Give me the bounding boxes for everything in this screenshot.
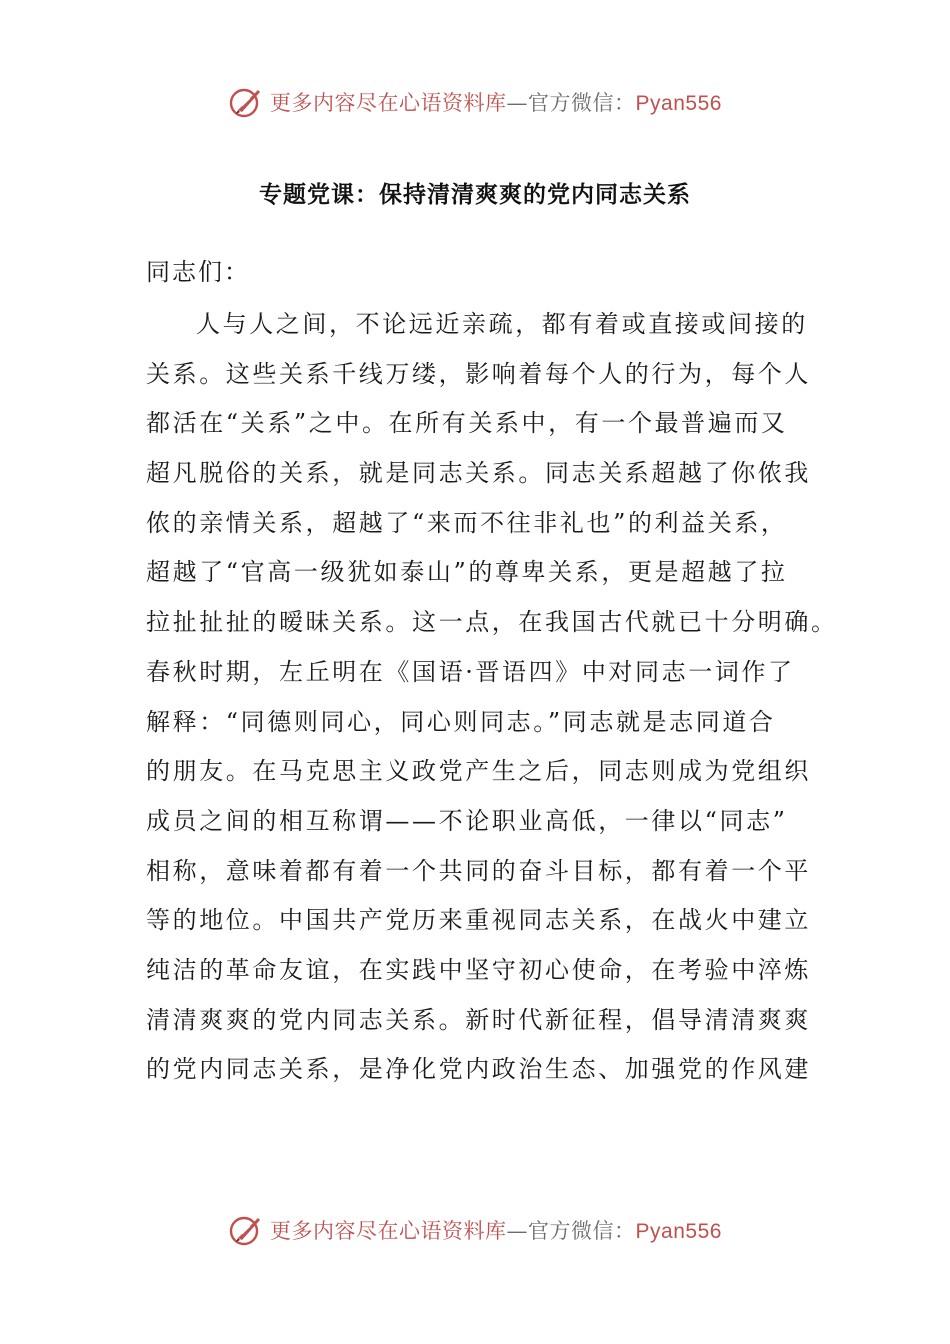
body-line: 超凡脱俗的关系，就是同志关系。同志关系超越了你侬我 [146,459,811,488]
body-line: 都活在“关系”之中。在所有关系中，有一个最普遍而又 [146,409,788,438]
body-line: 侬的亲情关系，超越了“来而不往非礼也”的利益关系， [146,508,788,537]
body-line: 人与人之间，不论远近亲疏，都有着或直接或间接的 [196,310,808,338]
pen-feather-logo-icon [228,1212,264,1248]
body-paragraph [146,300,838,1095]
body-line: 拉扯扯扯的暧昧关系。这一点，在我国古代就已十分明确。 [146,608,838,637]
body-line: 清清爽爽的党内同志关系。新时代新征程，倡导清清爽爽 [146,1005,811,1034]
salutation: 同志们： [146,258,250,286]
pen-feather-logo-icon [228,84,264,120]
body-line: 关系。这些关系千线万缕，影响着每个人的行为，每个人 [146,359,811,388]
footer-watermark-banner [0,1210,950,1250]
document-title: 专题党课：保持清清爽爽的党内同志关系 [259,182,691,208]
body-line: 等的地位。中国共产党历来重视同志关系，在战火中建立 [146,906,811,935]
body-line: 春秋时期，左丘明在《国语·晋语四》中对同志一词作了 [146,657,795,686]
watermark-text: 更多内容尽在心语资料库—官方微信：Pyan556 [270,1219,722,1243]
body-line: 解释：“同德则同心，同心则同志。”同志就是志同道合 [146,707,776,736]
header-watermark-banner [0,82,950,122]
body-line: 的朋友。在马克思主义政党产生之后，同志则成为党组织 [146,757,811,786]
body-line: 的党内同志关系，是净化党内政治生态、加强党的作风建 [146,1055,811,1084]
body-line: 成员之间的相互称谓——不论职业高低，一律以“同志” [146,806,788,835]
body-line: 相称，意味着都有着一个共同的奋斗目标，都有着一个平 [146,856,811,885]
body-line: 纯洁的革命友谊，在实践中坚守初心使命，在考验中淬炼 [146,955,811,984]
watermark-text: 更多内容尽在心语资料库—官方微信：Pyan556 [270,91,722,115]
body-line: 超越了“官高一级犹如泰山”的尊卑关系，更是超越了拉 [146,558,788,587]
